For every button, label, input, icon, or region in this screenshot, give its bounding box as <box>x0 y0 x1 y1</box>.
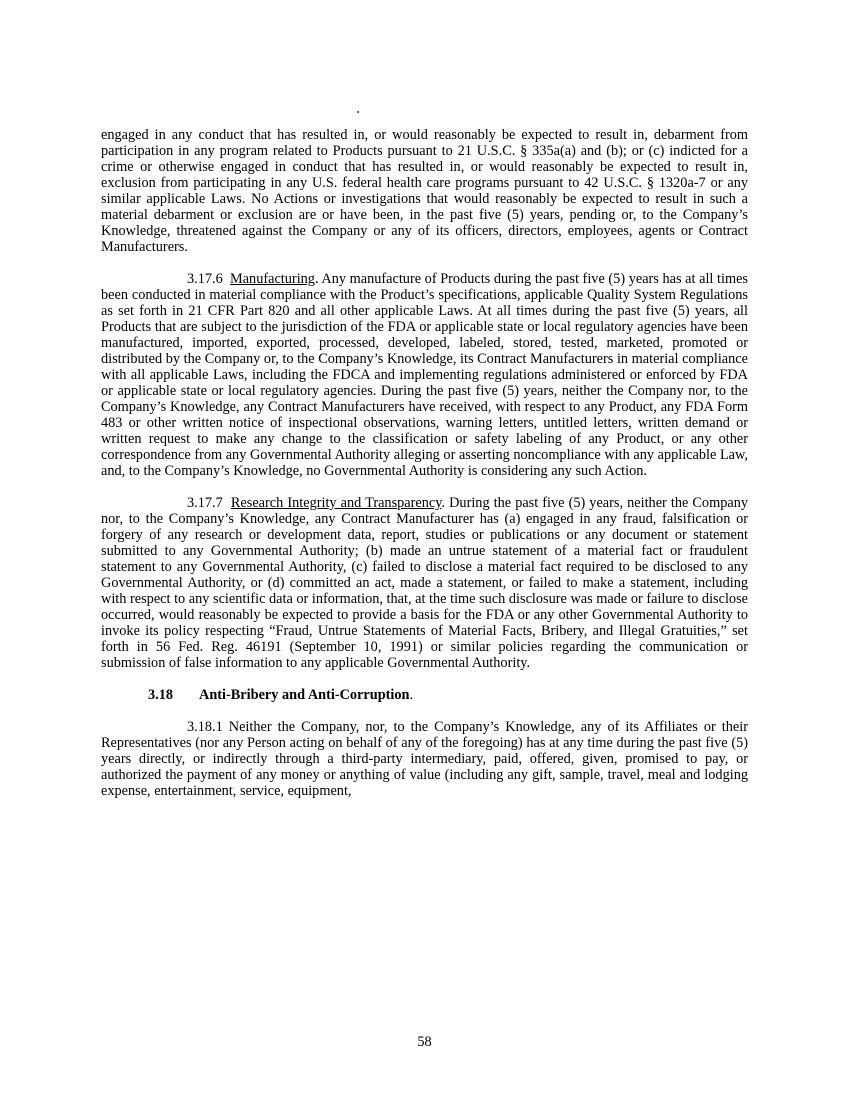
section-3-17-6-manufacturing <box>101 271 748 479</box>
heading-period: . <box>409 687 414 703</box>
paragraph-debarment-continuation: engaged in any conduct that has resulted in, or would reasonably be expected to result in, debarment from participation in any program related to Products pursuant to 21 U.S.C. § 335a(a) and (b); or (c) indicted for a crime or otherwise engaged in conduct that has resulted in, or would reasonably be expected to result in, exclusion from participating in any U.S. federal health care programs pursuant to 42 U.S.C. § 1320a-7 or any similar applicable Laws. No Actions or investigations that would reasonably be expected to result in such a material debarment or exclusion are or have been, in the past five (5) years, pending or, to the Company’s Knowledge, threatened against the Company or any of its officers, directors, employees, agents or Contract Manufacturers. <box>101 127 748 255</box>
section-title: Manufacturing <box>230 271 315 287</box>
section-3-18-heading <box>101 687 748 703</box>
section-text: . Any manufacture of Products during the past five (5) years has at all times been conducted in material compliance with the Product’s specifications, applicable Quality System Regulations as set forth in 21 CFR Part 820 and all other applicable Laws. At all times during the past five (5) years, all Products that are subject to the jurisdiction of the FDA or applicable state or local regulatory agencies have been manufactured, imported, exported, processed, developed, labeled, stored, tested, marketed, promoted or distributed by the Company or, to the Company’s Knowledge, its Contract Manufacturers in material compliance with all applicable Laws, including the FDCA and implementing regulations administered or enforced by FDA or applicable state or local regulatory agencies. During the past five (5) years, neither the Company nor, to the Company’s Knowledge, any Contract Manufacturers have received, with respect to any Product, any FDA Form 483 or other written notice of inspectional observations, warning letters, untitled letters, written demand or written request to make any change to the classification or safety labeling of any Product, or any other correspondence from any Governmental Authority alleging or asserting noncompliance with any applicable Law, and, to the Company’s Knowledge, no Governmental Authority is considering any such Action. <box>101 271 748 479</box>
page-number: 58 <box>417 1034 432 1050</box>
section-number: 3.18 <box>148 687 174 703</box>
section-number: 3.17.6 <box>187 271 223 287</box>
section-title: Research Integrity and Transparency <box>230 495 442 511</box>
section-title: Anti-Bribery and Anti-Corruption <box>199 687 410 703</box>
section-text: . During the past five (5) years, neither the Company nor, to the Company’s Knowledge, any Contract Manufacturer has (a) engaged in any fraud, falsification or forgery of any research or development data, report, studies or publications or any document or statement submitted to any Governmental Authority; (b) made an untrue statement of a material fact or fraudulent statement to any Governmental Authority, (c) failed to disclose a material fact required to be disclosed to any Governmental Authority, or (d) committed an act, made a statement, or failed to make a statement, including with respect to any scientific data or information, that, at the time such disclosure was made or failure to disclose occurred, would reasonably be expected to provide a basis for the FDA or any other Governmental Authority to invoke its policy respecting “Fraud, Untrue Statements of Material Facts, Bribery, and Illegal Gratuities,” set forth in 56 Fed. Reg. 46191 (September 10, 1991) or similar policies regarding the communication or submission of false information to any applicable Governmental Authority. <box>101 495 748 671</box>
section-3-17-7-research-integrity <box>101 495 748 671</box>
section-3-18-1-paragraph: 3.18.1 Neither the Company, nor, to the Company’s Knowledge, any of its Affiliates or their Representatives (nor any Person acting on behalf of any of the foregoing) has at any time during the past five (5) years directly, or indirectly through a third-party intermediary, paid, offered, given, promised to pay, or authorized the payment of any money or anything of value (including any gift, sample, travel, meal and lodging expense, entertainment, service, equipment, <box>101 719 748 799</box>
section-number: 3.17.7 <box>187 495 223 511</box>
scan-speck <box>357 111 359 113</box>
document-page <box>101 127 748 799</box>
